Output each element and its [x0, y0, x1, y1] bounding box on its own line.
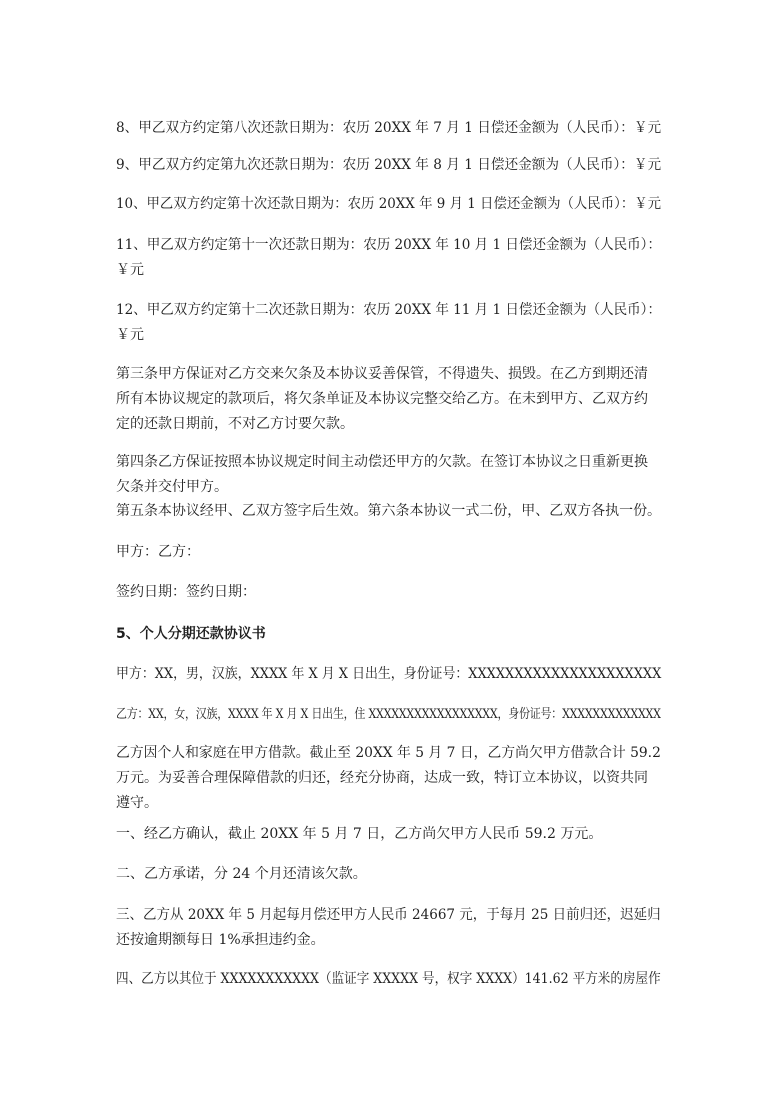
text-line: 乙方因个人和家庭在甲方借款。截止至 20XX 年 5 月 7 日，乙方尚欠甲方借款合计 59.2	[116, 745, 661, 761]
text-line: 三、乙方从 20XX 年 5 月起每月偿还甲方人民币 24667 元，于每月 25 日前归还，迟延归	[116, 907, 661, 923]
paragraph-signing-date	[116, 580, 661, 605]
text-line: 第四条乙方保证按照本协议规定时间主动偿还甲方的欠款。在签订本协议之日重新更换	[116, 454, 648, 470]
text-line: 第五条本协议经甲、乙双方签字后生效。第六条本协议一式二份，甲、乙双方各执一份。	[116, 503, 662, 519]
text-line: 签约日期：签约日期：	[116, 584, 256, 600]
text-line: 四、乙方以其位于 XXXXXXXXXXX（监证字 XXXXX 号，权字 XXXX）141.62 平方米的房屋作	[116, 971, 661, 987]
text-line: 11、甲乙双方约定第十一次还款日期为：农历 20XX 年 10 月 1 日偿还金额为（人民币）：	[116, 237, 661, 253]
paragraph-repayment-11	[116, 233, 661, 283]
text-line: 遵守。	[116, 795, 158, 811]
text-line: 二、乙方承诺，分 24 个月还清该欠款。	[116, 866, 367, 882]
text-line: ￥元	[116, 262, 144, 278]
text-line: 定的还款日期前，不对乙方讨要欠款。	[116, 416, 354, 432]
text-line: 一、经乙方确认，截止 20XX 年 5 月 7 日，乙方尚欠甲方人民币 59.2 万元。	[116, 826, 603, 842]
paragraph-repayment-12	[116, 298, 661, 348]
paragraph-repayment-8	[116, 116, 661, 141]
text-line: 8、甲乙双方约定第八次还款日期为：农历 20XX 年 7 月 1 日偿还金额为（人民币）：￥元	[116, 120, 662, 136]
paragraph-party-a-info	[116, 662, 661, 687]
paragraph-clause-1	[116, 822, 661, 847]
text-line: 第三条甲方保证对乙方交来欠条及本协议妥善保管，不得遗失、损毁。在乙方到期还清	[116, 366, 648, 382]
text-line: 12、甲乙双方约定第十二次还款日期为：农历 20XX 年 11 月 1 日偿还金额为（人民币）：	[116, 302, 661, 318]
section-heading	[116, 622, 661, 647]
paragraph-article-4	[116, 450, 661, 500]
paragraph-article-3	[116, 362, 661, 437]
paragraph-clause-2	[116, 862, 661, 887]
paragraph-repayment-10	[116, 192, 661, 217]
paragraph-clause-4	[116, 967, 661, 992]
paragraph-parties-signature	[116, 540, 661, 565]
paragraph-repayment-9	[116, 153, 661, 178]
text-line: 所有本协议规定的款项后，将欠条单证及本协议完整交给乙方。在未到甲方、乙双方约	[116, 391, 648, 407]
paragraph-party-b-info	[116, 702, 661, 727]
paragraph-article-5	[116, 499, 661, 524]
text-line: 乙方：XX，女，汉族，XXXX 年 X 月 X 日出生，住 XXXXXXXXXXXXXXXXX，身份证号：XXXXXXXXXXXXX	[116, 707, 661, 722]
text-line: 万元。为妥善合理保障借款的归还，经充分协商，达成一致，特订立本协议，以资共同	[116, 770, 648, 786]
text-line: 10、甲乙双方约定第十次还款日期为：农历 20XX 年 9 月 1 日偿还金额为（人民币）：￥元	[116, 196, 662, 212]
text-line: ￥元	[116, 327, 144, 343]
heading-text: 5、个人分期还款协议书	[116, 626, 266, 642]
text-line: 欠条并交付甲方。	[116, 479, 228, 495]
text-line: 甲方：XX，男，汉族，XXXX 年 X 月 X 日出生，身份证号：XXXXXXXXXXXXXXXXXXXXX	[116, 666, 662, 682]
paragraph-background	[116, 741, 661, 816]
text-line: 9、甲乙双方约定第九次还款日期为：农历 20XX 年 8 月 1 日偿还金额为（人民币）：￥元	[116, 157, 662, 173]
paragraph-clause-3	[116, 903, 661, 953]
text-line: 甲方：乙方：	[116, 544, 200, 560]
text-line: 还按逾期额每日 1%承担违约金。	[116, 932, 325, 948]
